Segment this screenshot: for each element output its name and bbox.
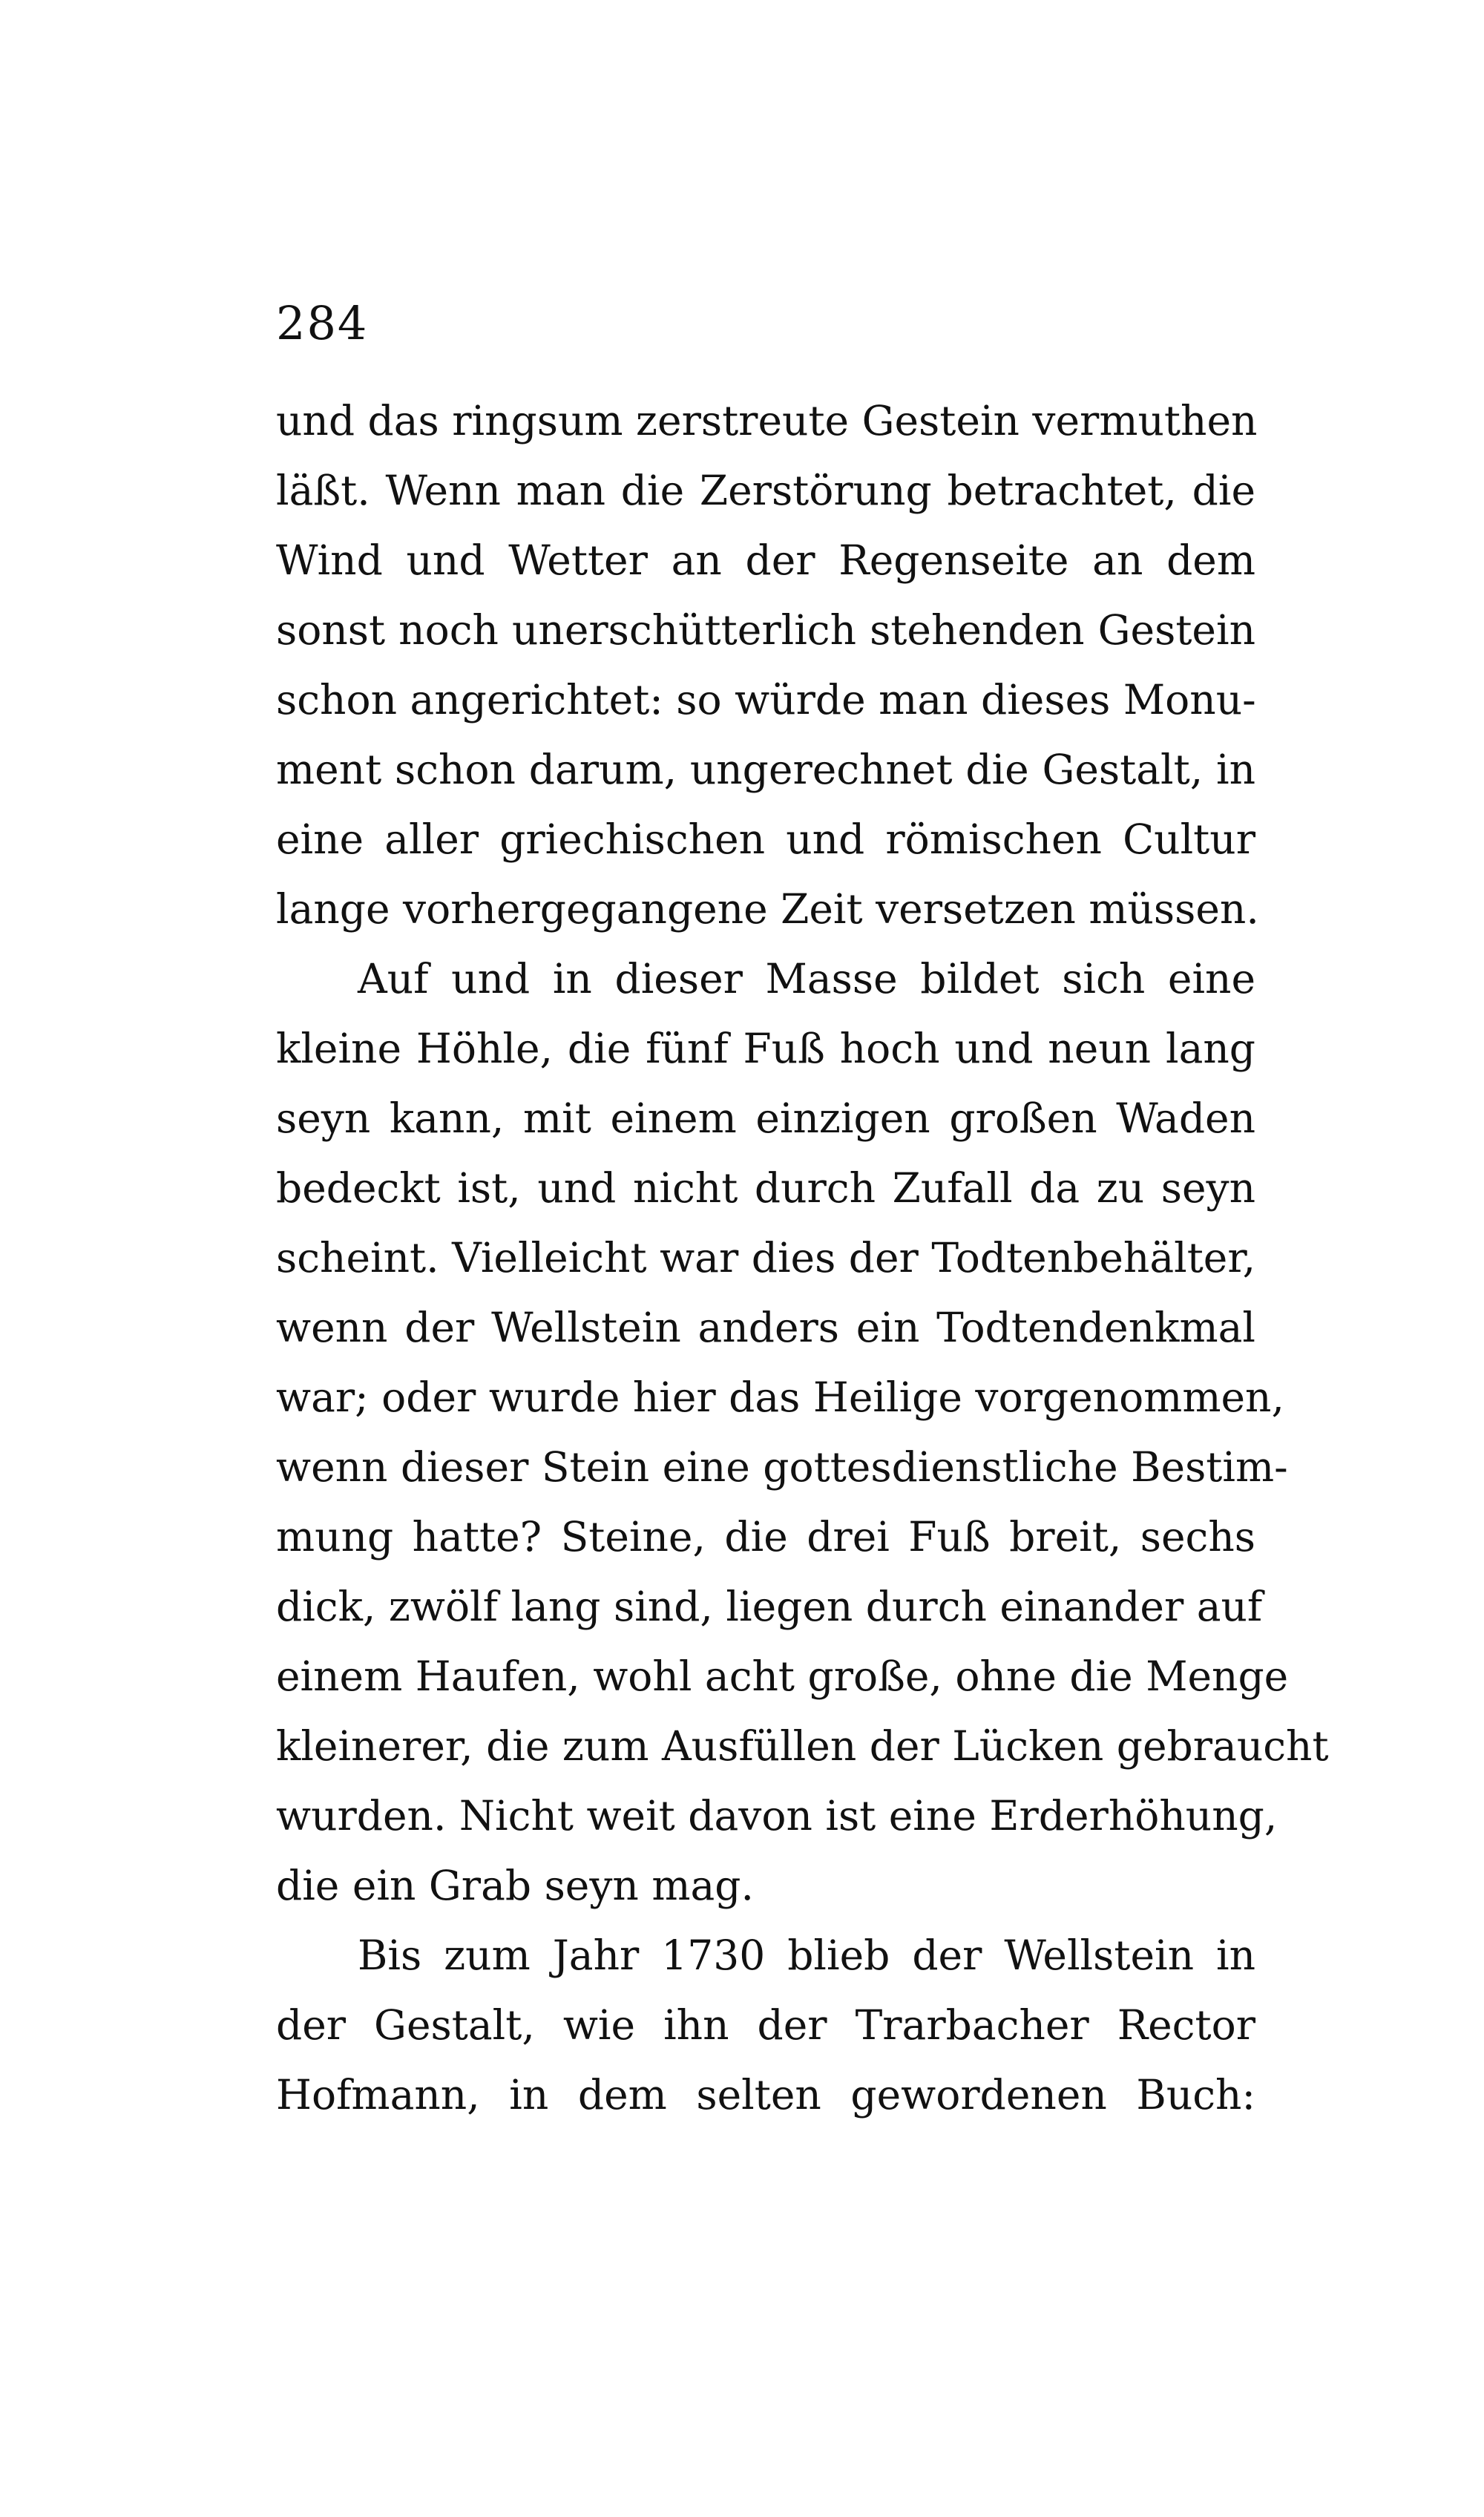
- text-line: ment schon darum, ungerechnet die Gestalt, in: [276, 746, 1255, 793]
- text-line: einem Haufen, wohl acht große, ohne die Menge: [276, 1653, 1289, 1700]
- text-line: wurden. Nicht weit davon ist eine Erderhöhung,: [276, 1792, 1278, 1840]
- text-line: bedeckt ist, und nicht durch Zufall da zu seyn: [276, 1164, 1255, 1212]
- text-line: seyn kann, mit einem einzigen großen Waden: [276, 1095, 1255, 1142]
- paragraph-2: [276, 944, 1329, 1920]
- text-line: lange vorhergegangene Zeit versetzen müssen.: [276, 885, 1259, 933]
- page-number: 284: [276, 296, 369, 350]
- paragraph-1: [276, 386, 1259, 944]
- text-line: kleine Höhle, die fünf Fuß hoch und neun lang: [276, 1025, 1255, 1072]
- text-line: dick, zwölf lang sind, liegen durch einander auf: [276, 1583, 1263, 1630]
- text-line: der Gestalt, wie ihn der Trarbacher Rector: [276, 2001, 1255, 2049]
- text-line: schon angerichtet: so würde man dieses Monu-: [276, 676, 1256, 723]
- body-text: [276, 386, 1329, 2130]
- text-line: und das ringsum zerstreute Gestein vermuthen: [276, 397, 1258, 444]
- text-line: wenn dieser Stein eine gottesdienstliche Bestim-: [276, 1443, 1288, 1491]
- text-line: kleinerer, die zum Ausfüllen der Lücken gebraucht: [276, 1722, 1329, 1770]
- paragraph-3: [276, 1920, 1255, 2130]
- text-line: Bis zum Jahr 1730 blieb der Wellstein in: [358, 1932, 1255, 1979]
- text-line: Wind und Wetter an der Regenseite an dem: [276, 536, 1255, 584]
- text-line: die ein Grab seyn mag.: [276, 1862, 754, 1909]
- text-line: sonst noch unerschütterlich stehenden Gestein: [276, 606, 1255, 654]
- text-line: Hofmann, in dem selten gewordenen Buch:: [276, 2071, 1255, 2119]
- text-line: eine aller griechischen und römischen Cultur: [276, 816, 1255, 863]
- text-line: Auf und in dieser Masse bildet sich eine: [358, 955, 1255, 1002]
- text-line: läßt. Wenn man die Zerstörung betrachtet, die: [276, 467, 1255, 514]
- text-line: war; oder wurde hier das Heilige vorgenommen,: [276, 1374, 1284, 1421]
- text-line: mung hatte? Steine, die drei Fuß breit, sechs: [276, 1513, 1255, 1561]
- text-line: wenn der Wellstein anders ein Todtendenkmal: [276, 1304, 1255, 1351]
- text-line: scheint. Vielleicht war dies der Todtenbehälter,: [276, 1234, 1256, 1282]
